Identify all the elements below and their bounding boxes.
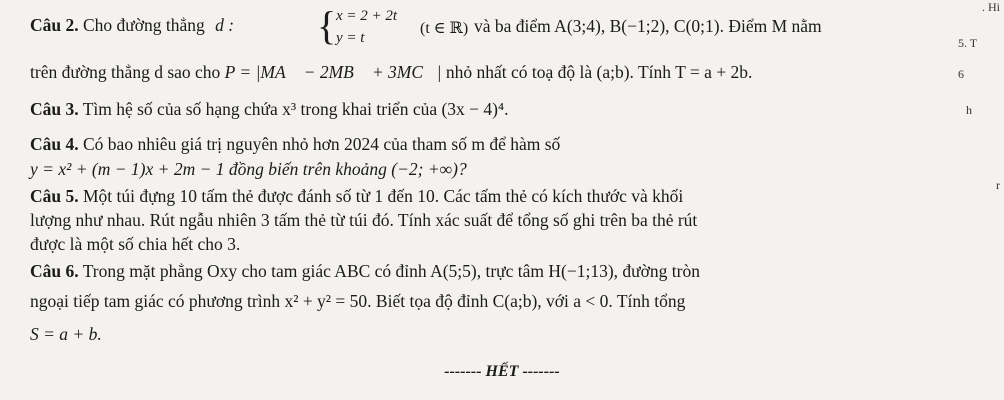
question6-label: Câu 6. (30, 261, 79, 281)
margin-fragment-1: 5. T (958, 36, 978, 50)
question5-text2: lượng như nhau. Rút ngẫu nhiên 3 tấm thẻ từ túi đó. Tính xác suất để tổng số ghi trên ba thẻ rút (30, 210, 698, 230)
question5-label: Câu 5. (30, 186, 79, 206)
question2-line2-a: trên đường thẳng d sao cho (30, 62, 221, 82)
question4-text1: Có bao nhiêu giá trị nguyên nhỏ hơn 2024 của tham số m để hàm số (83, 134, 561, 154)
question4-line1 (30, 133, 946, 155)
parameter-domain: (t ∈ ℝ) (420, 20, 469, 37)
question5-text3: được là một số chia hết cho 3. (30, 234, 241, 254)
question5-line2 (30, 209, 946, 231)
margin-fragment-2: 6 (958, 67, 964, 81)
question3-text: Tìm hệ số của số hạng chứa x³ trong khai triển của (3x − 4)⁴. (82, 99, 509, 119)
vector-formula: P = |MA⃗ − 2MB⃗ + 3MC⃗| (224, 62, 442, 82)
question2-line2-b: nhỏ nhất có toạ độ là (a;b). Tính T = a + 2b. (445, 62, 753, 82)
question6-line1 (30, 260, 946, 282)
system-eq-x: x = 2 + 2t (336, 8, 398, 24)
question3-label: Câu 3. (30, 99, 79, 119)
question6-text1: Trong mặt phẳng Oxy cho tam giác ABC có đỉnh A(5;5), trực tâm H(−1;13), đường tròn (82, 261, 700, 281)
question4-line2 (30, 158, 946, 180)
question6-text2: ngoại tiếp tam giác có phương trình x² + y² = 50. Biết tọa độ đỉnh C(a;b), với a < 0. Tính tổng (30, 291, 686, 311)
end-marker: ------- HẾT ------- (444, 363, 560, 380)
question3-line (30, 98, 946, 120)
question5-line3 (30, 233, 946, 255)
question6-line2 (30, 290, 946, 312)
question2-intro: Cho đường thẳng (83, 15, 205, 35)
question2-label: Câu 2. (30, 15, 79, 35)
margin-fragment-4: r (996, 178, 1000, 192)
question2-line2 (30, 61, 946, 83)
question6-line3 (30, 323, 946, 345)
system-eq-y: y = t (336, 30, 365, 46)
question5-text1: Một túi đựng 10 tấm thẻ được đánh số từ 1 đến 10. Các tấm thẻ có kích thước và khối (83, 186, 684, 206)
question4-label: Câu 4. (30, 134, 79, 154)
line-d-label: d : (215, 15, 235, 35)
question5-line1 (30, 185, 946, 207)
question4-text2: y = x² + (m − 1)x + 2m − 1 đồng biến trên khoảng (−2; +∞)? (30, 159, 467, 179)
question2-points: và ba điểm A(3;4), B(−1;2), C(0;1). Điểm M nằm (474, 16, 822, 36)
system-brace: { (317, 3, 337, 48)
margin-fragment-top: . Hi (982, 0, 1000, 14)
margin-fragment-3: h (966, 103, 972, 117)
question6-text3: S = a + b. (30, 324, 102, 344)
